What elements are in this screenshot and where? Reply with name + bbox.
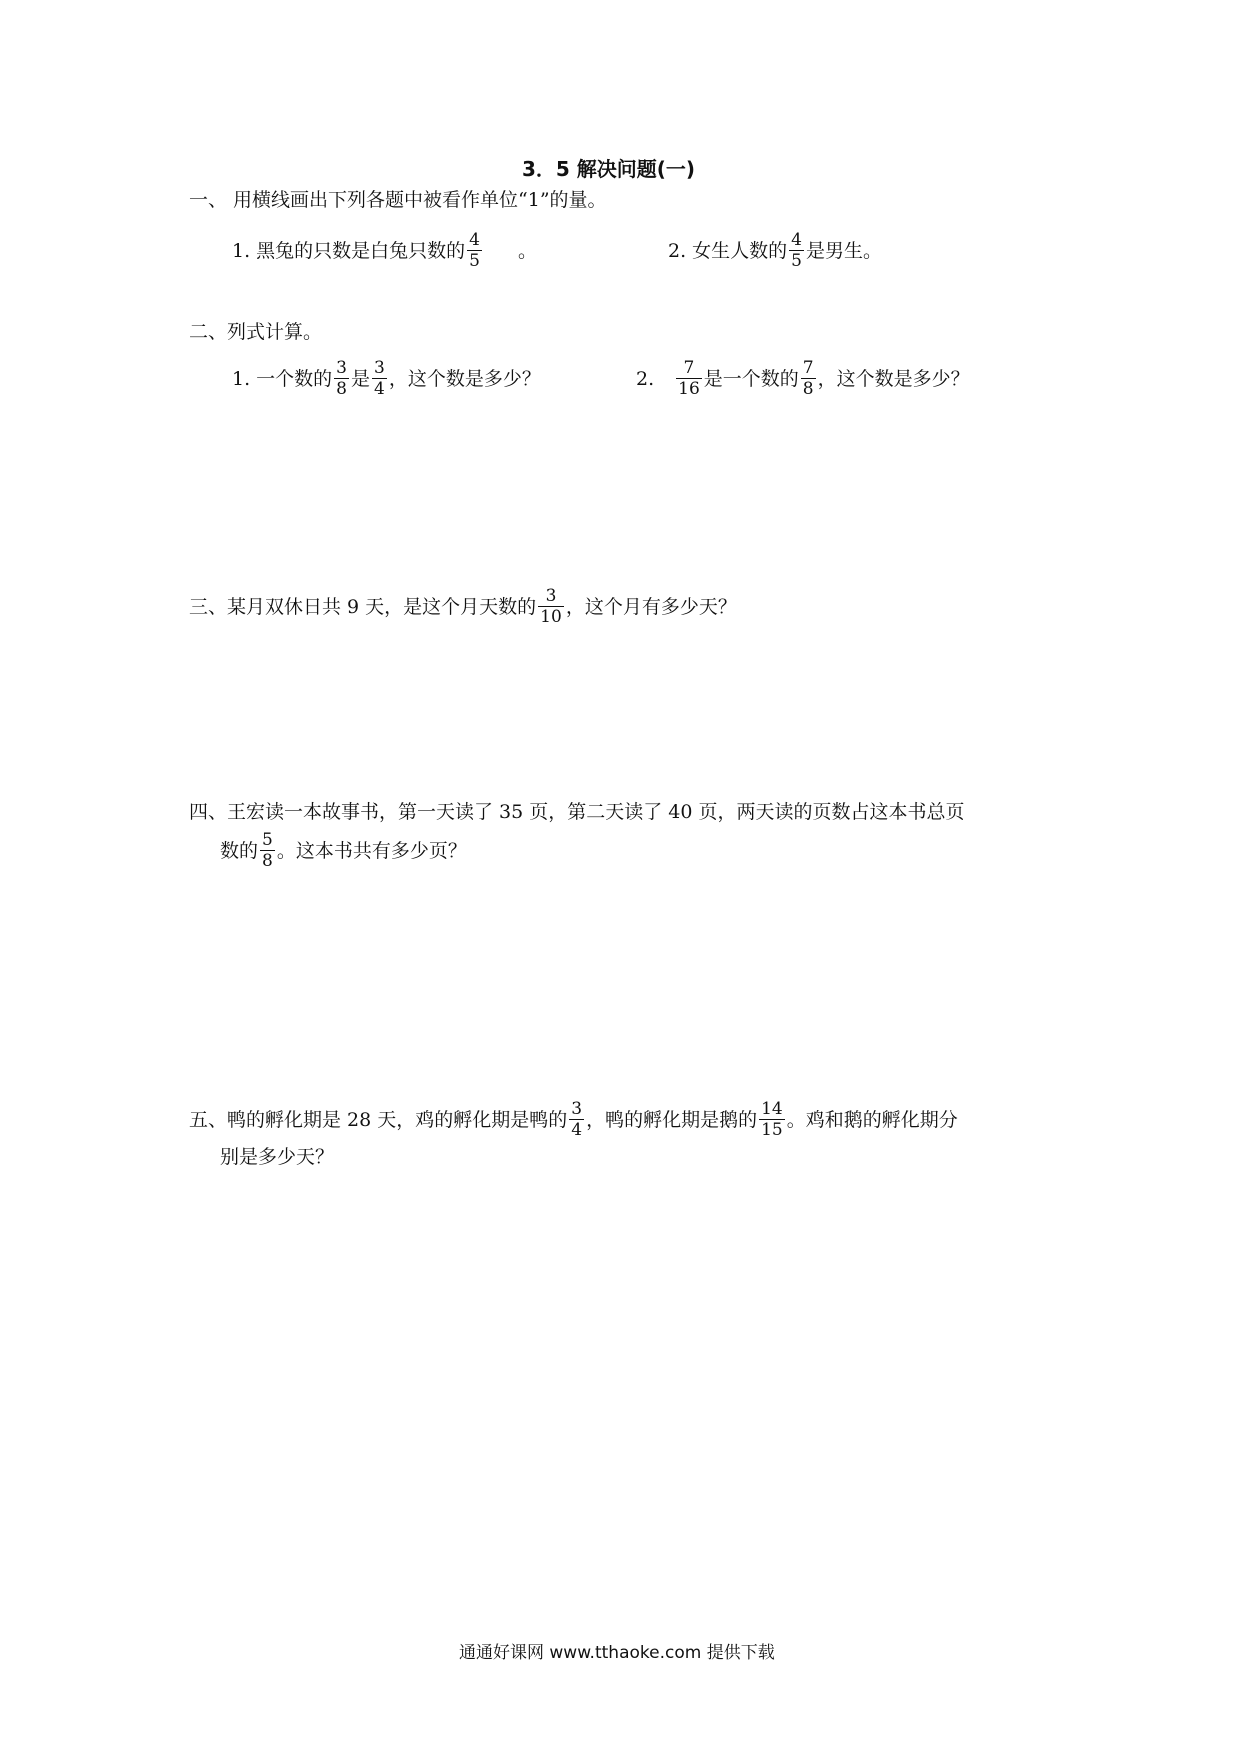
q5-text-middle: ，鸭的孵化期是鹅的 — [586, 1108, 758, 1131]
section-5-line-1 — [189, 1099, 958, 1140]
numerator: 14 — [761, 1099, 783, 1119]
q1-text-after: 。 — [518, 239, 538, 262]
q1-text-before: 1. 一个数的 — [232, 367, 333, 390]
fraction — [334, 358, 349, 399]
q2-text-after: 是男生。 — [806, 239, 883, 262]
fraction — [372, 358, 387, 399]
denominator: 4 — [571, 1120, 583, 1140]
numerator: 4 — [469, 230, 480, 250]
denominator: 10 — [540, 607, 562, 627]
q1-text-after: ，这个数是多少？ — [388, 367, 541, 390]
fraction — [759, 1099, 785, 1140]
q2-text-after: ，这个数是多少？ — [817, 367, 970, 390]
fraction — [538, 586, 564, 627]
numerator: 7 — [802, 358, 814, 378]
denominator: 8 — [336, 379, 347, 399]
numerator: 7 — [683, 358, 695, 378]
numerator: 3 — [336, 358, 347, 378]
q5-text-after: 。鸡和鹅的孵化期分 — [786, 1108, 958, 1131]
fraction — [467, 230, 482, 271]
section-1-heading: 一、 用横线画出下列各题中被看作单位“1”的量。 — [189, 189, 607, 211]
q5-text-before: 五、鸭的孵化期是 28 天，鸡的孵化期是鸭的 — [189, 1108, 568, 1131]
numerator: 3 — [545, 586, 557, 606]
section-2-question-2 — [636, 358, 970, 399]
q4-text-after: 。这本书共有多少页？ — [276, 839, 467, 862]
q1-text-middle: 是 — [351, 367, 371, 390]
fraction — [676, 358, 702, 399]
numerator: 4 — [791, 230, 802, 250]
q2-text-middle: 是一个数的 — [703, 367, 799, 390]
section-1-question-1 — [232, 230, 537, 271]
fraction — [569, 1099, 584, 1140]
fraction — [789, 230, 804, 271]
q2-number: 2. — [636, 367, 655, 390]
denominator: 16 — [678, 379, 700, 399]
numerator: 3 — [571, 1099, 583, 1119]
denominator: 15 — [761, 1120, 783, 1140]
section-3-question — [189, 586, 737, 627]
q1-text-before: 1. 黑兔的只数是白兔只数的 — [232, 239, 466, 262]
q3-text-after: ，这个月有多少天？ — [565, 595, 737, 618]
numerator: 5 — [262, 830, 273, 850]
fraction — [260, 830, 275, 871]
section-4-line-1: 四、王宏读一本故事书，第一天读了 35 页，第二天读了 40 页，两天读的页数占这本书总页 — [189, 801, 965, 823]
denominator: 4 — [374, 379, 385, 399]
q2-text-before: 2. 女生人数的 — [668, 239, 788, 262]
footer-credit: 通通好课网 www.tthaoke.com 提供下载 — [459, 1643, 775, 1663]
section-2-heading: 二、列式计算。 — [189, 321, 323, 343]
section-5-line-2: 别是多少天？ — [220, 1146, 335, 1168]
denominator: 8 — [262, 851, 273, 871]
section-1-question-2 — [668, 230, 882, 271]
denominator: 5 — [469, 251, 480, 271]
q3-text-before: 三、某月双休日共 9 天，是这个月天数的 — [189, 595, 537, 618]
denominator: 8 — [802, 379, 814, 399]
page-title: 3．5 解决问题(一) — [522, 157, 696, 181]
q4-text-before: 数的 — [220, 839, 259, 862]
section-2-question-1 — [232, 358, 541, 399]
denominator: 5 — [791, 251, 802, 271]
fraction — [801, 358, 816, 399]
section-4-line-2 — [220, 830, 467, 871]
numerator: 3 — [374, 358, 385, 378]
